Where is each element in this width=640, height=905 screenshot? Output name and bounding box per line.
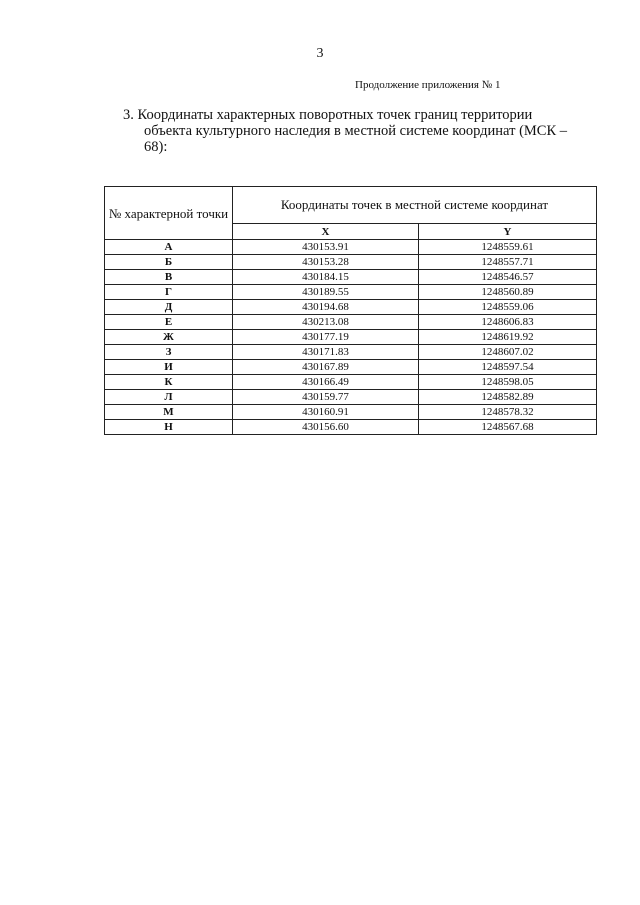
x-cell: 430171.83 xyxy=(233,345,419,360)
appendix-continuation-note: Продолжение приложения № 1 xyxy=(355,79,501,91)
point-cell: Д xyxy=(105,300,233,315)
x-cell: 430194.68 xyxy=(233,300,419,315)
x-cell: 430153.28 xyxy=(233,255,419,270)
table-row xyxy=(105,375,597,390)
point-cell: Л xyxy=(105,390,233,405)
section-heading-line-2: объекта культурного наследия в местной системе координат (МСК – xyxy=(144,123,568,139)
point-cell: Г xyxy=(105,285,233,300)
table-row xyxy=(105,345,597,360)
x-cell: 430167.89 xyxy=(233,360,419,375)
table-row xyxy=(105,285,597,300)
point-cell: Б xyxy=(105,255,233,270)
section-heading-line-3: 68): xyxy=(144,139,168,155)
y-cell: 1248578.32 xyxy=(419,405,597,420)
y-cell: 1248557.71 xyxy=(419,255,597,270)
y-cell: 1248559.61 xyxy=(419,240,597,255)
table-row xyxy=(105,330,597,345)
point-cell: В xyxy=(105,270,233,285)
y-cell: 1248546.57 xyxy=(419,270,597,285)
y-cell: 1248567.68 xyxy=(419,420,597,435)
point-cell: И xyxy=(105,360,233,375)
page-number: 3 xyxy=(316,46,324,61)
table-row xyxy=(105,405,597,420)
table-row xyxy=(105,315,597,330)
header-coordinates: Координаты точек в местной системе координат xyxy=(233,187,597,224)
x-cell: 430153.91 xyxy=(233,240,419,255)
coordinates-table xyxy=(104,186,597,435)
y-cell: 1248582.89 xyxy=(419,390,597,405)
coordinates-table-body xyxy=(105,240,597,435)
point-cell: Е xyxy=(105,315,233,330)
table-row xyxy=(105,420,597,435)
section-heading-line-1: 3. Координаты характерных поворотных точек границ территории xyxy=(123,107,533,123)
header-point-number: № характерной точки xyxy=(105,187,233,240)
y-cell: 1248560.89 xyxy=(419,285,597,300)
table-row xyxy=(105,255,597,270)
y-cell: 1248619.92 xyxy=(419,330,597,345)
header-x: X xyxy=(233,224,419,240)
x-cell: 430177.19 xyxy=(233,330,419,345)
x-cell: 430189.55 xyxy=(233,285,419,300)
y-cell: 1248559.06 xyxy=(419,300,597,315)
x-cell: 430159.77 xyxy=(233,390,419,405)
point-cell: А xyxy=(105,240,233,255)
table-row xyxy=(105,240,597,255)
x-cell: 430213.08 xyxy=(233,315,419,330)
y-cell: 1248606.83 xyxy=(419,315,597,330)
point-cell: Н xyxy=(105,420,233,435)
point-cell: З xyxy=(105,345,233,360)
table-row xyxy=(105,390,597,405)
table-row xyxy=(105,300,597,315)
y-cell: 1248597.54 xyxy=(419,360,597,375)
x-cell: 430166.49 xyxy=(233,375,419,390)
x-cell: 430156.60 xyxy=(233,420,419,435)
table-row xyxy=(105,270,597,285)
point-cell: М xyxy=(105,405,233,420)
y-cell: 1248598.05 xyxy=(419,375,597,390)
header-y: Y xyxy=(419,224,597,240)
section-heading xyxy=(123,107,593,155)
point-cell: Ж xyxy=(105,330,233,345)
x-cell: 430184.15 xyxy=(233,270,419,285)
point-cell: К xyxy=(105,375,233,390)
x-cell: 430160.91 xyxy=(233,405,419,420)
table-row xyxy=(105,360,597,375)
y-cell: 1248607.02 xyxy=(419,345,597,360)
